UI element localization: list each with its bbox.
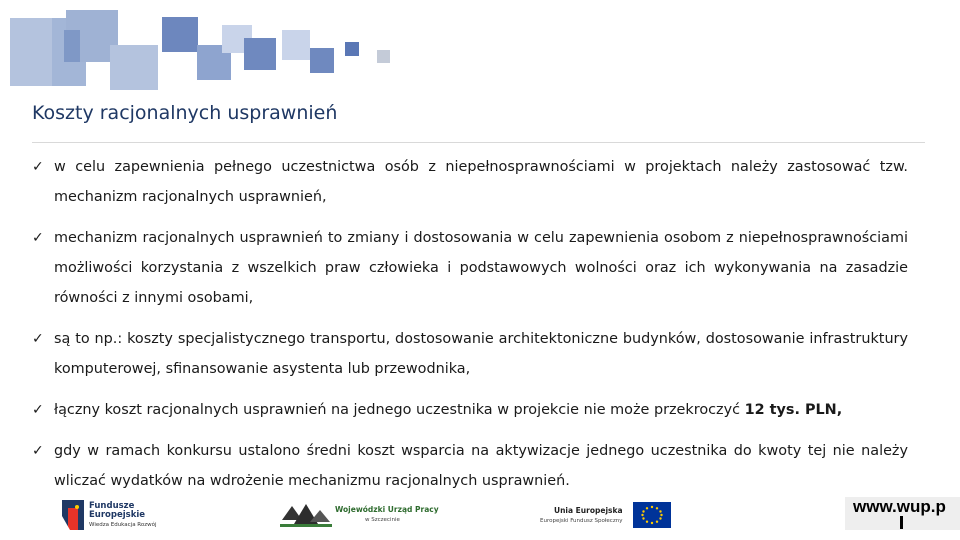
- fe-logo-title: Fundusze Europejskie: [89, 501, 146, 520]
- checkmark-icon: ✓: [32, 443, 44, 459]
- fe-emblem-icon: [62, 500, 84, 530]
- fe-logo-subtitle: Wiedza Edukacja Rozwój: [89, 522, 157, 528]
- cost-limit: 12 tys. PLN,: [744, 402, 843, 418]
- bullet-text: gdy w ramach konkursu ustalono średni koszt wsparcia na aktywizacje jednego uczestnika do kwoty tej nie należy wliczać wydatków na wdrożenie mechanizmu racjonalnych usprawnień.: [54, 443, 908, 489]
- checkmark-icon: ✓: [32, 331, 44, 347]
- wup-emblem-icon: [280, 500, 332, 528]
- wup-logo-title: Wojewódzki Urząd Pracy: [335, 505, 439, 514]
- checkmark-icon: ✓: [32, 402, 44, 418]
- list-item: [32, 436, 908, 496]
- fundusze-europejskie-logo: [62, 500, 172, 534]
- list-item: [32, 395, 908, 425]
- eu-logo: [537, 500, 677, 532]
- wup-logo: [280, 500, 439, 530]
- bullet-text: mechanizm racjonalnych usprawnień to zmiany i dostosowania w celu zapewnienia osobom z niepełnosprawnościami możliwości korzystania z wszelkich praw człowieka i podstawowych wolności oraz ich wykonywania na zasadzie równości z innymi osobami,: [54, 230, 908, 306]
- list-item: [32, 152, 908, 212]
- checkmark-icon: ✓: [32, 159, 44, 175]
- checkmark-icon: ✓: [32, 230, 44, 246]
- bullet-list: [32, 152, 908, 507]
- url-text-overflow: [900, 516, 903, 529]
- bullet-text: łączny koszt racjonalnych usprawnień na jednego uczestnika w projekcie nie może przekroczyć: [54, 402, 745, 418]
- eu-logo-title: Unia Europejska: [554, 506, 623, 515]
- url-text[interactable]: www.wup.p: [853, 497, 946, 516]
- bullet-text: w celu zapewnienia pełnego uczestnictwa osób z niepełnosprawnościami w projektach należy zastosować tzw. mechanizm racjonalnych usprawnień,: [54, 159, 908, 205]
- eu-flag-icon: [633, 502, 671, 528]
- eu-logo-subtitle: Europejski Fundusz Społeczny: [540, 518, 623, 524]
- page-title: Koszty racjonalnych usprawnień: [32, 102, 338, 124]
- list-item: [32, 223, 908, 313]
- website-url[interactable]: [845, 497, 960, 530]
- bullet-text: są to np.: koszty specjalistycznego transportu, dostosowanie architektoniczne budynków, dostosowanie infrastruktury komputerowej, sfinansowanie asystenta lub przewodnika,: [54, 331, 908, 377]
- wup-logo-subtitle: w Szczecinie: [365, 517, 400, 523]
- list-item: [32, 324, 908, 384]
- title-divider: [32, 142, 925, 143]
